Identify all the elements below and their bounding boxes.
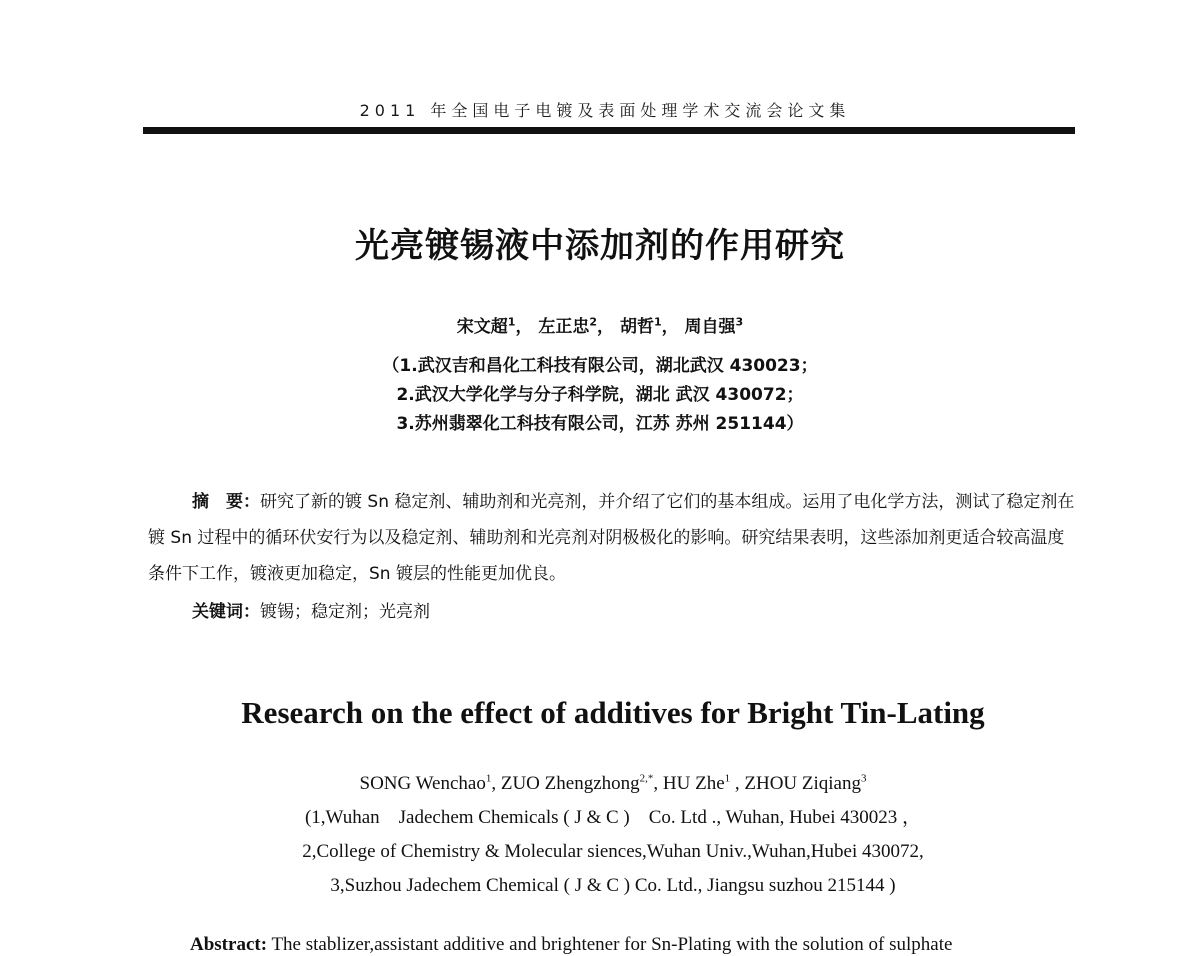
abstract-en-label: Abstract: xyxy=(190,934,268,955)
author-mark: 1 xyxy=(724,772,731,785)
abstract-cn-paragraph xyxy=(148,484,1078,592)
authors-en: SONG Wenchao$^1$, ZUO Zhengzhong$^{2,*}$, HU Zhe$^1$ , ZHOU Ziqiang$^3$ xyxy=(359,772,867,794)
abstract-cn-label: 摘 要： xyxy=(192,492,260,512)
authors-cn: 宋文超$^1$， 左正忠$^2$， 胡哲$^1$， 周自强$^3$ xyxy=(456,315,744,337)
paper-title-en: Research on the effect of additives for Bright Tin-Lating xyxy=(241,695,985,730)
abstract-en-text: The stablizer,assistant additive and brightener for Sn-Plating with the solution of sulphate xyxy=(271,934,953,955)
author-mark: 2 xyxy=(589,315,598,329)
author-cn: 左正忠 xyxy=(538,317,590,337)
author-en: SONG Wenchao xyxy=(359,773,486,794)
abstract-en xyxy=(190,934,1110,956)
journal-header: 2011 年全国电子电镀及表面处理学术交流会论文集 xyxy=(359,101,851,120)
author-mark: 1 xyxy=(653,315,662,329)
author-mark: 3 xyxy=(735,315,744,329)
affiliation-line: 2.武汉大学化学与分子科学院，湖北 武汉 430072； xyxy=(396,385,804,405)
author-mark: 3 xyxy=(861,772,867,785)
author-mark: 1 xyxy=(485,772,492,785)
affiliation-line: 2,College of Chemistry & Molecular siences,Wuhan Univ.,Wuhan,Hubei 430072, xyxy=(302,841,924,862)
abstract-cn xyxy=(148,484,1078,630)
keywords-cn-text: 镀锡；稳定剂；光亮剂 xyxy=(260,602,430,622)
affiliation-line: (1,Wuhan Jadechem Chemicals ( J & C ) Co. Ltd ., Wuhan, Hubei 430023 ， xyxy=(304,807,922,828)
author-cn: 胡哲 xyxy=(619,317,654,337)
affiliation-line: 3.苏州翡翠化工科技有限公司，江苏 苏州 251144） xyxy=(396,414,804,434)
author-en: ZUO Zhengzhong xyxy=(500,773,640,794)
affiliation-line: （1.武汉吉和昌化工科技有限公司，湖北武汉 430023； xyxy=(382,356,818,376)
affiliations-cn xyxy=(0,352,1200,439)
affiliation-line: 3,Suzhou Jadechem Chemical ( J & C ) Co. Ltd., Jiangsu suzhou 215144 ) xyxy=(330,875,896,896)
author-en: ZHOU Ziqiang xyxy=(744,773,861,794)
paper-title-cn: 光亮镀锡液中添加剂的作用研究 xyxy=(355,226,845,266)
author-mark: 1 xyxy=(507,315,516,329)
affiliations-en xyxy=(0,801,1200,903)
keywords-cn xyxy=(148,594,1078,630)
author-cn: 宋文超 xyxy=(456,317,508,337)
keywords-cn-label: 关键词： xyxy=(192,602,260,622)
header-rule xyxy=(143,127,1075,134)
author-mark: 2,* xyxy=(639,772,654,785)
author-en: HU Zhe xyxy=(662,773,725,794)
author-cn: 周自强 xyxy=(684,317,736,337)
abstract-cn-text: 研究了新的镀 Sn 稳定剂、辅助剂和光亮剂，并介绍了它们的基本组成。运用了电化学方法，测试了稳定剂在镀 Sn 过程中的循环伏安行为以及稳定剂、辅助剂和光亮剂对阴极极化的影响。研究结果表明，这些添加剂更适合较高温度条件下工作，镀液更加稳定，Sn 镀层的性能更加优良。 xyxy=(148,492,1075,584)
